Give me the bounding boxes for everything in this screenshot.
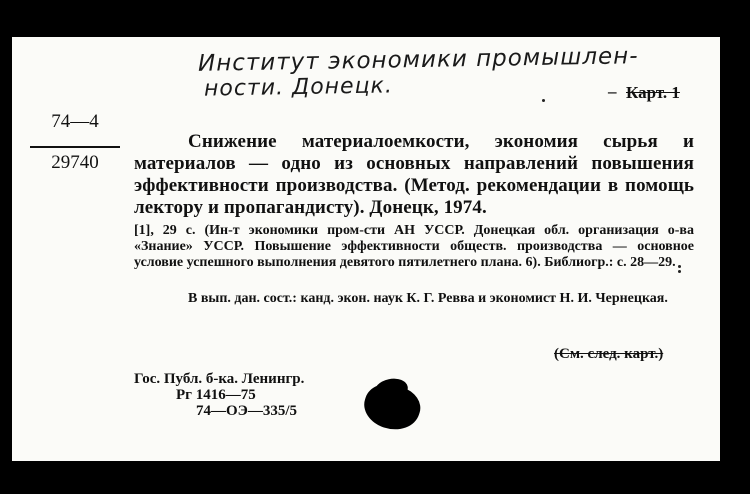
bibliographic-details: [1], 29 с. (Ин-т экономики пром-сти АН УССР. Донецкая обл. организация о-ва «Знание» УССР. Повышение эффективности обществ. производства — основное условие успешного выполнения девятого пятилетнего плана. 6). Библиогр.: с. 28—29. bbox=[134, 223, 694, 270]
ink-speck bbox=[678, 265, 681, 268]
ink-speck bbox=[678, 270, 681, 273]
library-line-3: 74—ОЭ—335/5 bbox=[196, 403, 298, 419]
shelf-mark-bottom: 29740 bbox=[51, 152, 99, 173]
marker-dash: – bbox=[608, 82, 617, 101]
bibliographic-title: Снижение материалоемкости, экономия сырья и материалов — одно из основных направлений повышения эффективности производства. (Метод. рекомендации в помощь лектору и пропагандисту). Донецк, 1974. bbox=[134, 131, 694, 218]
see-next-card: (См. след. карт.) bbox=[554, 346, 664, 362]
handwritten-note-line-2: ности. Донецк. bbox=[203, 73, 394, 102]
card-number: Карт. 1 bbox=[626, 83, 680, 102]
shelf-mark-divider bbox=[30, 146, 120, 148]
shelf-mark-top: 74—4 bbox=[51, 111, 99, 132]
library-line-2: Рг 1416—75 bbox=[176, 387, 256, 403]
library-line-1: Гос. Публ. б-ка. Ленингр. bbox=[134, 371, 305, 387]
handwritten-note-line-1: Институт экономики промышлен- bbox=[197, 43, 639, 77]
ink-speck bbox=[542, 99, 545, 102]
compilers-note: В вып. дан. сост.: канд. экон. наук К. Г. Ревва и экономист Н. И. Чернецкая. bbox=[188, 291, 668, 306]
catalog-card bbox=[12, 37, 720, 461]
ink-blot bbox=[359, 377, 426, 436]
library-stamp bbox=[134, 371, 304, 419]
